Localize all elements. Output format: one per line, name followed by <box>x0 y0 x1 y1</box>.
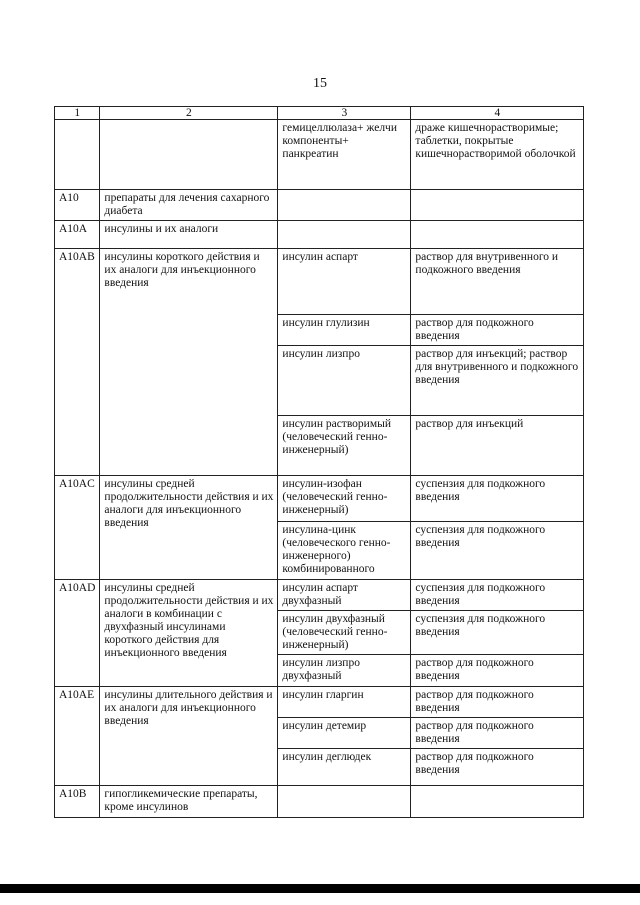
dosage-form-cell: драже кишечнорастворимые; таблетки, покрытые кишечнорастворимой оболочкой <box>411 120 584 190</box>
drug-name-cell: инсулин аспарт <box>278 249 411 315</box>
drug-name-cell: инсулин глулизин <box>278 315 411 346</box>
drug-name-cell: инсулин аспарт двухфазный <box>278 580 411 611</box>
group-name-cell: инсулины средней продолжительности действия и их аналоги для инъекционного введения <box>100 476 278 580</box>
atc-code-cell: A10B <box>55 786 100 818</box>
dosage-form-cell: суспензия для подкожного введения <box>411 522 584 580</box>
drug-name-cell: инсулин деглюдек <box>278 749 411 786</box>
table-row <box>55 221 584 249</box>
drug-name-cell: инсулин гларгин <box>278 687 411 718</box>
drug-name-cell: инсулин лизпро двухфазный <box>278 655 411 687</box>
table-row <box>55 687 584 718</box>
group-name-cell: инсулины и их аналоги <box>100 221 278 249</box>
dosage-form-cell <box>411 190 584 221</box>
dosage-form-cell: раствор для подкожного введения <box>411 315 584 346</box>
page-number: 15 <box>313 76 327 91</box>
dosage-form-cell: раствор для внутривенного и подкожного введения <box>411 249 584 315</box>
dosage-form-cell: раствор для подкожного введения <box>411 718 584 749</box>
table-row <box>55 190 584 221</box>
atc-code-cell: A10AC <box>55 476 100 580</box>
group-name-cell: инсулины средней продолжительности действия и их аналоги в комбинации с двухфазный инсулинами короткого действия для инъекционного введения <box>100 580 278 687</box>
dosage-form-cell: раствор для подкожного введения <box>411 749 584 786</box>
dosage-form-cell: раствор для подкожного введения <box>411 655 584 687</box>
group-name-cell <box>100 120 278 190</box>
table-header-row <box>55 107 584 120</box>
table-row <box>55 249 584 315</box>
group-name-cell: гипогликемические препараты, кроме инсулинов <box>100 786 278 818</box>
atc-code-cell <box>55 120 100 190</box>
header-cell: 1 <box>55 107 100 120</box>
atc-code-cell: A10AE <box>55 687 100 786</box>
drug-name-cell: инсулин двухфазный (человеческий генно-инженерный) <box>278 611 411 655</box>
dosage-form-cell: суспензия для подкожного введения <box>411 476 584 522</box>
drug-name-cell: инсулин-изофан (человеческий генно-инженерный) <box>278 476 411 522</box>
drug-table <box>54 106 584 818</box>
dosage-form-cell: суспензия для подкожного введения <box>411 611 584 655</box>
dosage-form-cell: раствор для инъекций <box>411 416 584 476</box>
scan-edge-bar <box>0 884 640 893</box>
drug-name-cell: инсулин лизпро <box>278 346 411 416</box>
table-row <box>55 476 584 522</box>
header-cell: 2 <box>100 107 278 120</box>
header-cell: 4 <box>411 107 584 120</box>
header-cell: 3 <box>278 107 411 120</box>
drug-name-cell <box>278 786 411 818</box>
group-name-cell: инсулины короткого действия и их аналоги для инъекционного введения <box>100 249 278 476</box>
drug-name-cell: инсулина-цинк (человеческого генно-инженерного) комбинированного <box>278 522 411 580</box>
group-name-cell: препараты для лечения сахарного диабета <box>100 190 278 221</box>
drug-name-cell <box>278 221 411 249</box>
drug-name-cell <box>278 190 411 221</box>
dosage-form-cell <box>411 221 584 249</box>
group-name-cell: инсулины длительного действия и их аналоги для инъекционного введения <box>100 687 278 786</box>
atc-code-cell: A10AB <box>55 249 100 476</box>
drug-name-cell: инсулин растворимый (человеческий генно-инженерный) <box>278 416 411 476</box>
dosage-form-cell: раствор для подкожного введения <box>411 687 584 718</box>
atc-code-cell: A10A <box>55 221 100 249</box>
drug-name-cell: инсулин детемир <box>278 718 411 749</box>
drug-name-cell: гемицеллюлаза+ желчи компоненты+ панкреатин <box>278 120 411 190</box>
dosage-form-cell <box>411 786 584 818</box>
dosage-form-cell: раствор для инъекций; раствор для внутривенного и подкожного введения <box>411 346 584 416</box>
table-row <box>55 120 584 190</box>
atc-code-cell: A10 <box>55 190 100 221</box>
table-row <box>55 786 584 818</box>
table-row <box>55 580 584 611</box>
dosage-form-cell: суспензия для подкожного введения <box>411 580 584 611</box>
atc-code-cell: A10AD <box>55 580 100 687</box>
